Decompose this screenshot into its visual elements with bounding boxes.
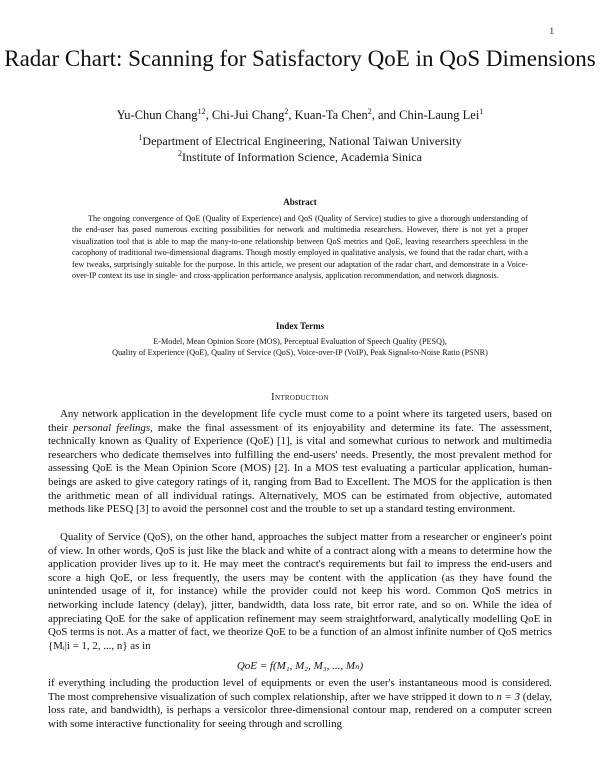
author-name: Chi-Jui Chang <box>211 108 285 122</box>
author-separator: , <box>205 108 212 122</box>
paragraph-text: , make the final assessment of its enjoyability and determine its fate. The assessment, technically known as Quality of Experience (QoE) [1], is vital and somewhat curious to network and multimedia researchers who dedicate themselves into fulfilling the end-users' needs. Presently, the most prevalent method for assessing QoE is the Mean Opinion Score (MOS) [2]. In a MOS test evaluating a particular application, human-beings are asked to give category ratings of it, ranging from Bad to Excellent. The MOS for the application is then the arithmetic mean of all individual ratings. Alternatively, MOS can be estimated from objective, automated methods like PESQ [3] to avoid the personnel cost and the trouble to set up a standard testing environment. <box>48 421 552 516</box>
author-separator: , <box>288 108 295 122</box>
inline-math: n = 3 <box>496 690 521 703</box>
paper-title: Radar Chart: Scanning for Satisfactory QoE in QoS Dimensions <box>4 46 596 71</box>
affiliation-text: Institute of Information Science, Academia Sinica <box>182 150 422 164</box>
equation: QoE = f(M₁, M₂, M₃, ..., Mₙ) <box>236 660 364 672</box>
affiliation <box>0 134 600 149</box>
abstract-heading: Abstract <box>283 197 317 207</box>
index-terms <box>72 336 528 359</box>
paragraph-text: (delay, loss rate, and bandwidth), is perhaps a versicolor three-dimensional contour map, rendered on a computer screen with some interactive functionality for seeing through and scrolling <box>48 690 553 730</box>
paragraph <box>48 677 552 731</box>
index-terms-line: E-Model, Mean Opinion Score (MOS), Perceptual Evaluation of Speech Quality (PESQ), <box>153 337 447 346</box>
affiliation-mark: 2 <box>178 149 183 158</box>
author-name: Kuan-Ta Chen <box>294 108 368 122</box>
author-list <box>0 108 600 123</box>
affiliation <box>0 150 600 165</box>
paragraph: Quality of Service (QoS), on the other hand, approaches the subject matter from a researcher or engineer's point of view. In other words, QoS is just like the black and white of a contract along with a means to determine how the application provider lives up to it. He may meet the contract's requirements but fail to impress the end-users and score a high QoE, or less frequently, the users may be content with the application (as they have found the unintended usage of it, for instance) while the provider could not keep his word. Common QoS metrics in networking include latency (delay), jitter, bandwidth, data loss rate, bit error rate, and so on. While the idea of appreciating QoE for the sake of application refinement may seem straightforward, analytically modelling QoE in QoS terms is not. As a matter of fact, we theorize QoE to be a function of an almost infinite number of QoS metrics {Mᵢ|i = 1, 2, ..., n} as in <box>48 531 552 652</box>
page-number: 1 <box>549 26 554 36</box>
index-terms-line: Quality of Experience (QoE), Quality of Service (QoS), Voice-over-IP (VoIP), Peak Signal-to-Noise Ratio (PSNR) <box>112 348 488 358</box>
author-separator: , and <box>371 108 400 122</box>
author-name: Yu-Chun Chang <box>116 108 198 122</box>
index-terms-heading: Index Terms <box>275 321 325 331</box>
affiliation-text: Department of Electrical Engineering, National Taiwan University <box>142 134 462 148</box>
abstract-text: The ongoing convergence of QoE (Quality of Experience) and QoS (Quality of Service) studies to give a thorough understanding of the end-user has posed numerous exciting possibilities for network and multimedia researchers. However, there is not yet a proper visualization tool that is able to map the many-to-one relationship between QoS metrics and QoE, leaving researchers speechless in the cacophony of traditional two-dimensional diagrams. Though mostly employed in qualitative analysis, we found that the radar chart, with a few tweaks, surprisingly suitable for the purpose. In this article, we present our adaptation of the radar chart, and demonstrate in a Voice-over-IP context its use in single- and cross-application performance analysis, application recommendation, and network diagnosis. <box>72 214 528 281</box>
author-affiliation-mark: 12 <box>197 106 206 116</box>
section-heading: Introduction <box>271 392 329 403</box>
emphasis-text: personal feelings <box>73 421 151 434</box>
paragraph <box>48 408 552 517</box>
affiliation-mark: 1 <box>138 133 143 142</box>
author-affiliation-mark: 1 <box>479 106 484 116</box>
author-affiliation-mark: 2 <box>367 106 372 116</box>
paragraph-text: if everything including the production level of equipments or even the user's instantaneous mood is considered. The most comprehensive visualization of such complex relationship, after we have stripped it down to <box>48 677 552 703</box>
author-affiliation-mark: 2 <box>284 106 289 116</box>
author-name: Chin-Laung Lei <box>399 108 480 122</box>
paragraph-text: Any network application in the development life cycle must come to a point where its targeted users, based on their <box>48 408 552 434</box>
